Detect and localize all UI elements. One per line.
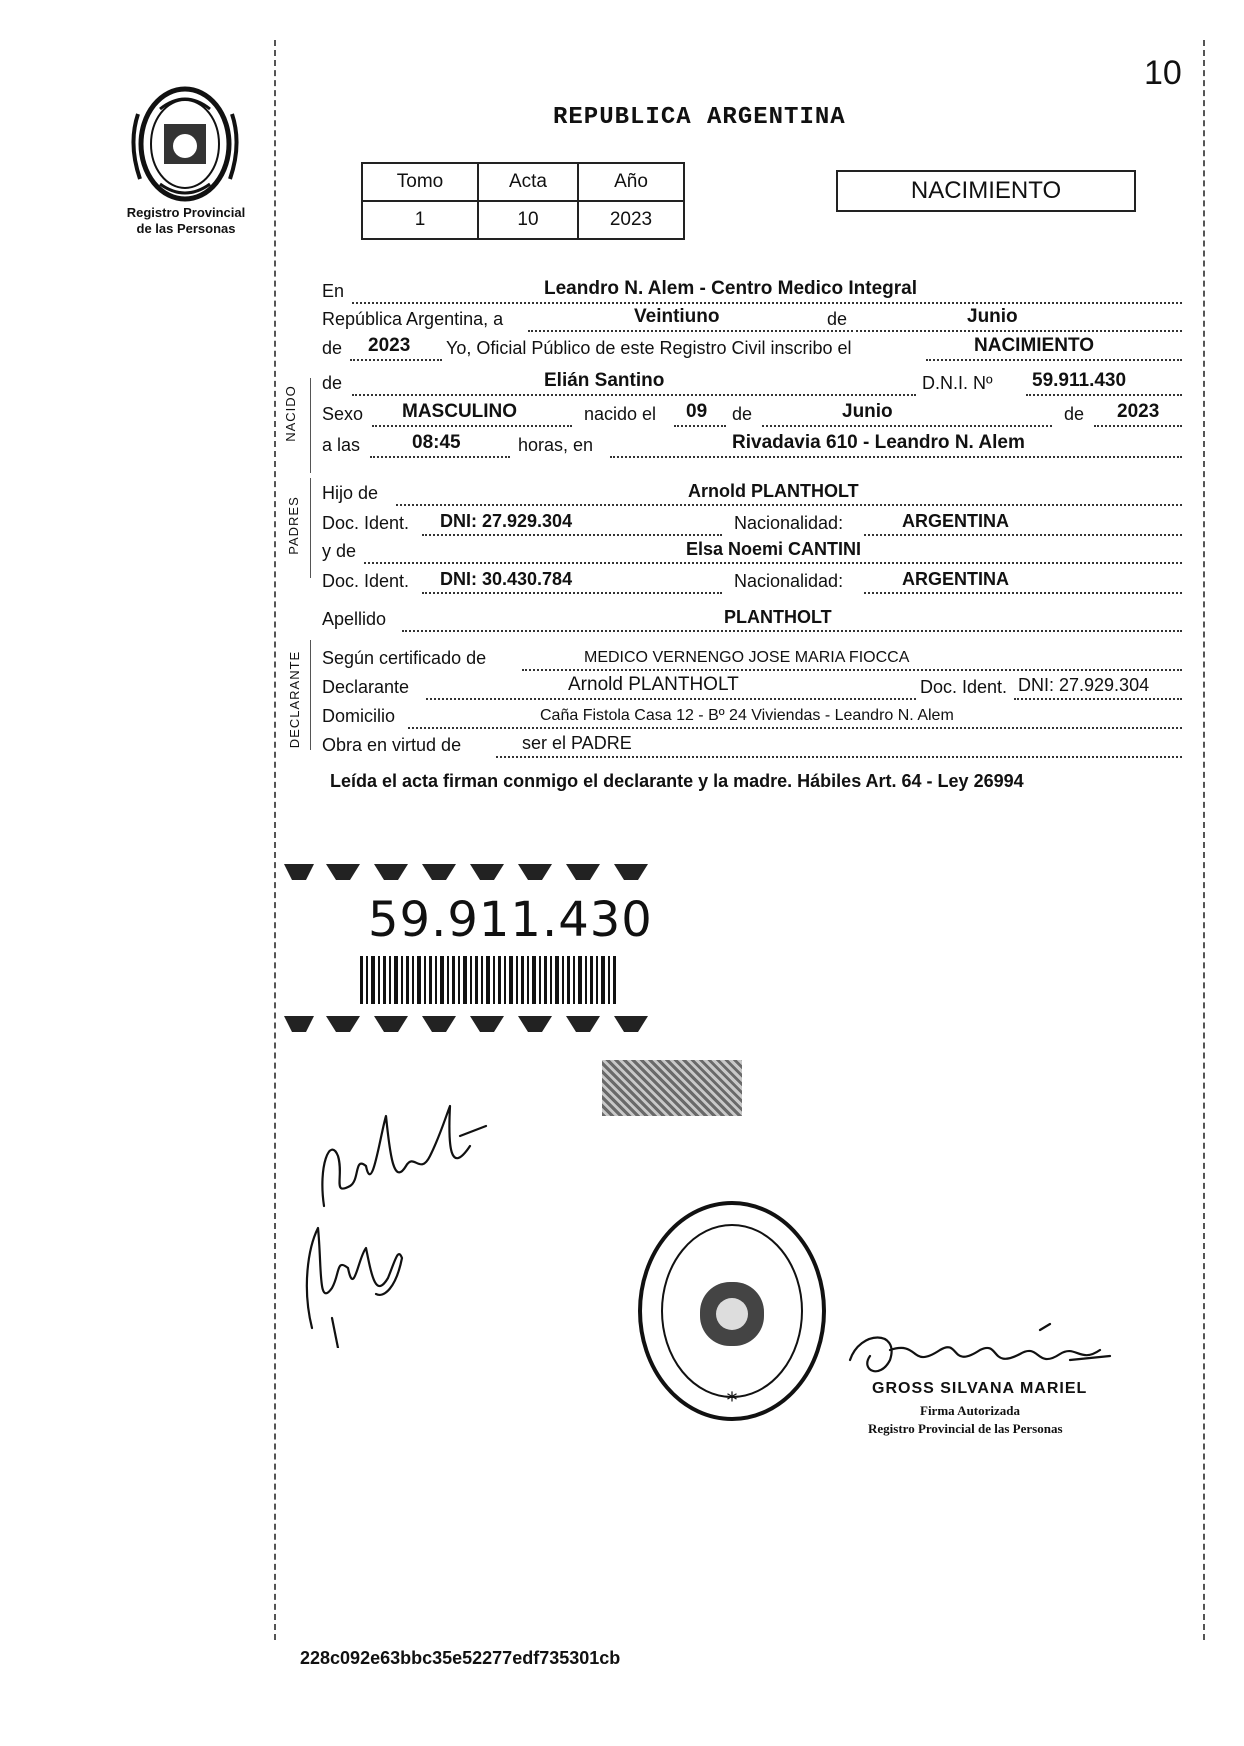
de-year-label: de — [322, 338, 343, 358]
row-father-doc — [322, 510, 1182, 536]
day-words-value: Veintiuno — [634, 306, 720, 327]
mother-nationality-value: ARGENTINA — [902, 569, 1009, 589]
row-place — [322, 278, 1182, 304]
official-office: Registro Provincial de las Personas — [868, 1421, 1063, 1436]
row-by-virtue — [322, 732, 1182, 758]
father-value: Arnold PLANTHOLT — [688, 481, 859, 501]
horas-en-label: horas, en — [518, 435, 594, 455]
doc-ident-3-label: Doc. Ident. — [920, 677, 1008, 697]
place-value: Leandro N. Alem - Centro Medico Integral — [544, 278, 918, 299]
section-divider — [310, 478, 311, 578]
logo-caption-line1: Registro Provincial — [126, 205, 246, 220]
father-nationality-value: ARGENTINA — [902, 511, 1009, 531]
nacionalidad-1-label: Nacionalidad: — [734, 513, 844, 533]
row-address — [322, 703, 1182, 729]
en-label: En — [322, 281, 345, 301]
doc-ident-2-label: Doc. Ident. — [322, 571, 410, 591]
row-father — [322, 480, 1182, 506]
sticker-border-pattern — [278, 856, 728, 1046]
row-date — [322, 306, 1182, 332]
mother-value: Elsa Noemi CANTINI — [686, 539, 862, 559]
row-mother-doc — [322, 568, 1182, 594]
row-certificate — [322, 645, 1182, 671]
row-declarant — [322, 674, 1182, 700]
declarant-signature — [310, 1096, 490, 1221]
birth-day-value: 09 — [686, 401, 708, 422]
right-margin-line — [1203, 40, 1205, 1640]
declarant-value: Arnold PLANTHOLT — [568, 674, 739, 695]
official-name: GROSS SILVANA MARIEL — [872, 1380, 1088, 1397]
mother-signature — [292, 1218, 412, 1353]
section-divider — [310, 378, 311, 473]
page-number: 10 — [1144, 54, 1182, 92]
svg-text:*: * — [726, 1389, 738, 1414]
year-value: 2023 — [368, 335, 411, 356]
de-month-label: de — [827, 309, 848, 329]
birth-month-value: Junio — [842, 401, 893, 422]
de-birth-month-label: de — [732, 404, 753, 424]
tomo-header: Tomo — [362, 163, 478, 201]
obra-en-virtud-label: Obra en virtud de — [322, 735, 462, 755]
declarante-label: Declarante — [322, 677, 410, 697]
acta-header: Acta — [478, 163, 578, 201]
anio-header: Año — [578, 163, 684, 201]
barcode-dni-number: 59.911.430 — [368, 892, 653, 948]
barcode-sticker — [278, 856, 728, 1046]
hologram-patch — [602, 1060, 742, 1116]
dni-label: D.N.I. Nº — [922, 373, 993, 393]
acta-value: 10 — [478, 201, 578, 239]
declarant-doc-value: DNI: 27.929.304 — [1018, 675, 1150, 695]
logo-caption-line2: de las Personas — [136, 221, 236, 236]
birth-year-value: 2023 — [1117, 401, 1160, 422]
row-surname — [322, 606, 1182, 632]
hijo-de-label: Hijo de — [322, 483, 379, 503]
official-title: Firma Autorizada — [920, 1403, 1021, 1418]
time-value: 08:45 — [412, 432, 461, 453]
nacionalidad-2-label: Nacionalidad: — [734, 571, 844, 591]
section-declarante: DECLARANTE — [287, 650, 303, 749]
closing-note: Leída el acta firman conmigo el declarante y la madre. Hábiles Art. 64 - Ley 26994 — [330, 771, 1024, 791]
row-sex — [322, 401, 1182, 427]
act-value: NACIMIENTO — [974, 335, 1094, 356]
official-seal — [632, 1196, 832, 1431]
section-nacido: NACIDO — [282, 385, 298, 442]
dni-value: 59.911.430 — [1032, 370, 1127, 391]
registry-table — [361, 162, 685, 240]
birth-place-value: Rivadavia 610 - Leandro N. Alem — [732, 432, 1025, 453]
father-doc-value: DNI: 27.929.304 — [440, 511, 573, 531]
a-las-label: a las — [322, 435, 361, 455]
document-hash: 228c092e63bbc35e52277edf735301cb — [300, 1648, 621, 1668]
certificate-value: MEDICO VERNENGO JOSE MARIA FIOCCA — [584, 649, 910, 666]
section-divider — [310, 640, 311, 750]
row-name — [322, 370, 1182, 396]
de-birth-year-label: de — [1064, 404, 1085, 424]
row-mother — [322, 538, 1182, 564]
name-value: Elián Santino — [544, 370, 665, 391]
section-padres: PADRES — [285, 496, 301, 555]
row-time-place — [322, 432, 1182, 458]
doc-ident-1-label: Doc. Ident. — [322, 513, 410, 533]
country-title: REPUBLICA ARGENTINA — [553, 104, 846, 131]
nacido-el-label: nacido el — [584, 404, 657, 424]
republica-label: República Argentina, a — [322, 309, 504, 329]
domicilio-label: Domicilio — [322, 706, 396, 726]
act-type-box — [836, 170, 1136, 212]
anio-value: 2023 — [578, 201, 684, 239]
provincial-logo — [120, 84, 250, 204]
tomo-value: 1 — [362, 201, 478, 239]
address-value: Caña Fistola Casa 12 - Bº 24 Viviendas - Leandro N. Alem — [540, 707, 954, 724]
act-type-label: NACIMIENTO — [910, 177, 1062, 204]
left-margin-line — [274, 40, 276, 1640]
row-inscription — [322, 335, 1182, 361]
surname-value: PLANTHOLT — [724, 607, 832, 627]
y-de-label: y de — [322, 541, 357, 561]
yo-oficial-label: Yo, Oficial Público de este Registro Civil inscribo el — [446, 338, 852, 358]
sexo-label: Sexo — [322, 404, 364, 424]
apellido-label: Apellido — [322, 609, 387, 629]
month-value: Junio — [967, 306, 1018, 327]
sex-value: MASCULINO — [402, 401, 518, 422]
de-name-label: de — [322, 373, 343, 393]
mother-doc-value: DNI: 30.430.784 — [440, 569, 573, 589]
by-virtue-value: ser el PADRE — [522, 733, 632, 753]
segun-certificado-label: Según certificado de — [322, 648, 487, 668]
